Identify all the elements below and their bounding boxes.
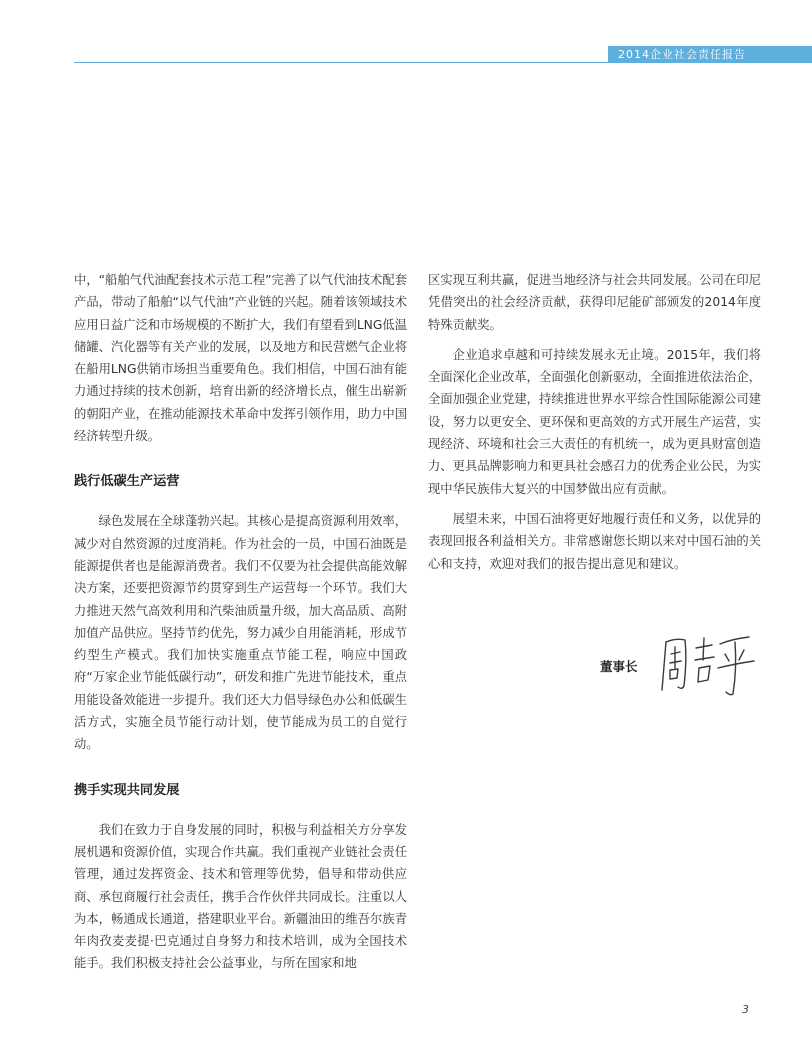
chairman-signature [654, 630, 760, 698]
low-carbon-paragraph: 绿色发展在全球蓬勃兴起。其核心是提高资源利用效率，减少对自然资源的过度消耗。作为社会的一员，中国石油既是能源提供者也是能源消费者。我们不仅要为社会提供高能效解决方案，还要把资源节约贯穿到生产运营每一个环节。我们大力推进天然气高效利用和汽柴油质量升级，加大高品质、高附加值产品供应。坚持节约优先，努力减少自用能消耗，形成节约型生产模式。我们加快实施重点节能工程，响应中国政府“万家企业节能低碳行动”，研发和推广先进节能技术，重点用能设备效能进一步提升。我们还大力倡导绿色办公和低碳生活方式，实施全员节能行动计划，使节能成为员工的自觉行动。 [74, 514, 407, 752]
page-number: 3 [742, 1003, 749, 1016]
report-title-tab: 2014企业社会责任报告 [608, 46, 812, 63]
signatory-title: 董事长 [600, 659, 638, 674]
section-heading-low-carbon: 践行低碳生产运营 [74, 474, 180, 490]
outlook-2015-paragraph: 企业追求卓越和可持续发展永无止境。2015年，我们将全面深化企业改革，全面强化创新驱动，全面推进依法治企，全面加强企业党建，持续推进世界水平综合性国际能源公司建设，努力以更安全、更环保和更高效的方式开展生产运营，实现经济、环境和社会三大责任的有机统一，成为更具财富创造力、更具品牌影响力和更具社会感召力的优秀企业公民，为实现中华民族伟大复兴的中国梦做出应有贡献。 [428, 347, 761, 496]
continuation-paragraph: 区实现互利共赢，促进当地经济与社会共同发展。公司在印尼凭借突出的社会经济贡献，获得印尼能矿部颁发的2014年度特殊贡献奖。 [428, 273, 761, 332]
right-column [428, 269, 761, 575]
section-heading-shared-development: 携手实现共同发展 [74, 782, 180, 798]
shared-development-paragraph: 我们在致力于自身发展的同时，积极与利益相关方分享发展机遇和资源价值，实现合作共赢。我们重视产业链社会责任管理，通过发挥资金、技术和管理等优势，倡导和带动供应商、承包商履行社会责任，携手合作伙伴共同成长。注重以人为本，畅通成长通道，搭建职业平台。新疆油田的维吾尔族青年肉孜麦麦提·巴克通过自身努力和技术培训，成为全国技术能手。我们积极支持社会公益事业，与所在国家和地 [74, 822, 407, 971]
closing-paragraph: 展望未来，中国石油将更好地履行责任和义务，以优异的表现回报各利益相关方。非常感谢您长期以来对中国石油的关心和支持，欢迎对我们的报告提出意见和建议。 [428, 511, 761, 571]
intro-paragraph: 中，“船舶气代油配套技术示范工程”完善了以气代油技术配套产品，带动了船舶“以气代油”产业链的兴起。随着该领域技术应用日益广泛和市场规模的不断扩大，我们有望看到LNG低温储罐、汽化器等有关产业的发展，以及地方和民营燃气企业将在船用LNG供销市场担当重要角色。我们相信，中国石油有能力通过持续的技术创新，培育出新的经济增长点，催生出崭新的朝阳产业，在推动能源技术革命中发挥引领作用，助力中国经济转型升级。 [74, 273, 408, 444]
left-column [74, 269, 407, 975]
header-rule [74, 62, 760, 63]
